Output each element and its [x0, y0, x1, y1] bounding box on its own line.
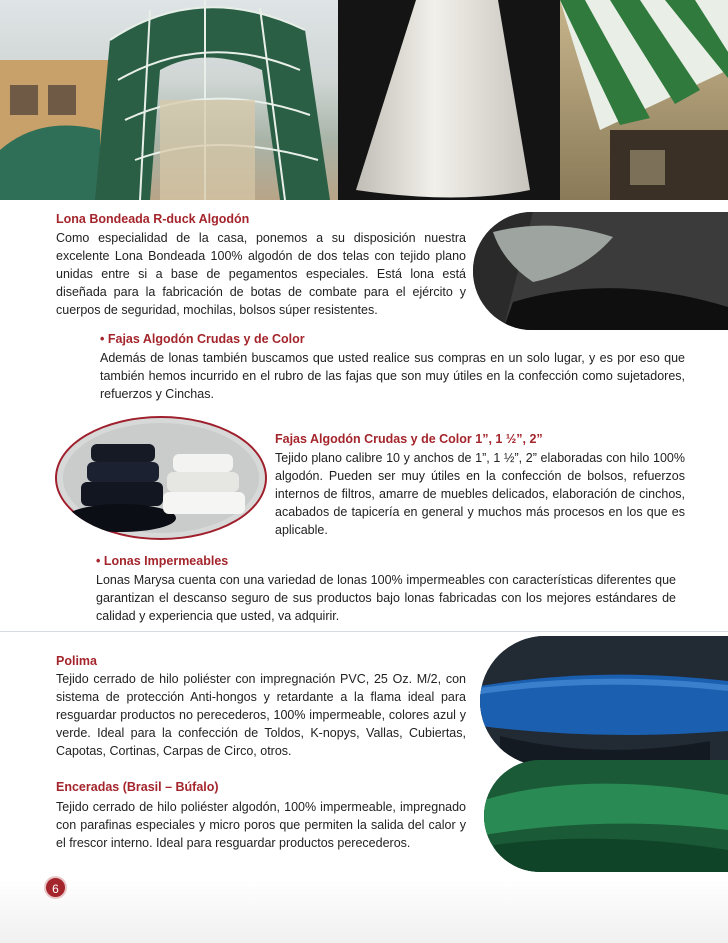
- fajas-detail-title: Fajas Algodón Crudas y de Color 1”, 1 ½”, 2”: [275, 432, 543, 446]
- section-divider: [0, 631, 728, 632]
- lona-bondeada-text: Como especialidad de la casa, ponemos a su disposición nuestra excelente Lona Bondeada 100% algodón de dos telas con tejido plano unidas entre si a base de pegamentos especiales. Está lona está diseñada para la fabricación de botas de combate para el ejército y cuerpos de seguridad, mochilas, bolsos súper resistentes.: [56, 231, 466, 317]
- page-number: 6: [44, 876, 67, 899]
- fajas-detail-text: Tejido plano calibre 10 y anchos de 1”, 1 ½”, 2” elaboradas con hilo 100% algodón. Pueden ser muy útiles en la confección de bolsos, refuerzos internos de filtros, amarre de muebles delicados, elaboración de cinchos, acabados de tapicería en general y muchos más procesos en los que es aplicable.: [275, 451, 685, 537]
- page-footer-band: [0, 880, 728, 943]
- impermeables-text: Lonas Marysa cuenta con una variedad de lonas 100% impermeables con características diferentes que garantizan el descanso seguro de sus productos bajo lonas fabricadas con los mejores estándares de calidad y experiencia que usted, va adquirir.: [96, 573, 676, 623]
- enceradas-text: Tejido cerrado de hilo poliéster algodón, 100% impermeable, impregnado con parafinas especiales y micro poros que permiten la salida del calor y el frescor interno. Ideal para resguardar productos perecederos.: [56, 800, 466, 850]
- enceradas-title: Enceradas (Brasil – Búfalo): [56, 780, 219, 794]
- fajas-text: Además de lonas también buscamos que usted realice sus compras en un solo lugar, y es por eso que también hemos incurrido en el rubro de las fajas que son muy útiles en la confección como sujetadores, refuerzos y Cinchas.: [100, 351, 685, 401]
- fajas-heading: [100, 332, 305, 346]
- impermeables-title: Lonas Impermeables: [103, 554, 229, 568]
- green-canvas-photo: [484, 760, 728, 872]
- cotton-straps-photo: [55, 416, 267, 540]
- fajas-title: Fajas Algodón Crudas y de Color: [107, 332, 305, 346]
- black-canvas-roll-photo: [473, 212, 728, 330]
- polima-text: Tejido cerrado de hilo poliéster con impregnación PVC, 25 Oz. M/2, con sistema de protección Anti-hongos y retardante a la flama ideal para resguardar productos no perecederos, 100% impermeable, colores azul y verde. Ideal para la confección de Toldos, K-nopys, Vallas, Cubiertas, Capotas, Cortinas, Carpas de Circo, otros.: [56, 672, 466, 758]
- lona-bondeada-title: Lona Bondeada R-duck Algodón: [56, 212, 250, 226]
- impermeables-heading: [96, 554, 228, 568]
- blue-tarp-photo: [480, 636, 728, 766]
- fajas-bullet: •: [100, 332, 105, 346]
- awning-tunnel-photo: [0, 0, 338, 200]
- impermeables-bullet: •: [96, 554, 101, 568]
- yarn-cone-photo: [338, 0, 560, 200]
- striped-awning-photo: [560, 0, 728, 200]
- polima-title: Polima: [56, 654, 97, 668]
